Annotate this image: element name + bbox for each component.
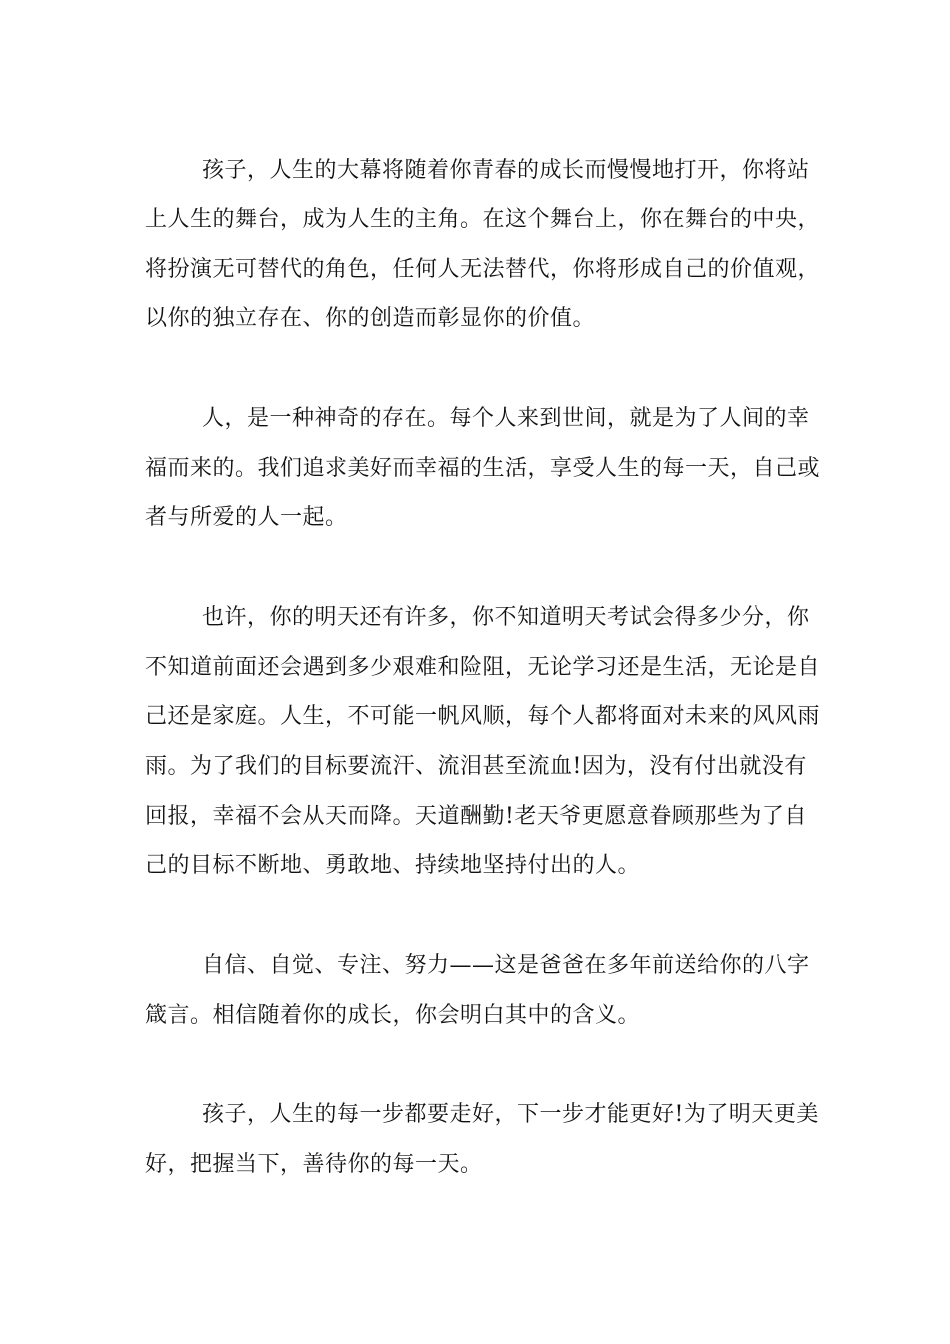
paragraph-line: 己的目标不断地、勇敢地、持续地坚持付出的人。 <box>145 853 641 878</box>
paragraph-line: 回报，幸福不会从天而降。天道酬勤!老天爷更愿意眷顾那些为了自 <box>145 804 807 829</box>
paragraph-line: 箴言。相信随着你的成长，你会明白其中的含义。 <box>145 1003 641 1028</box>
paragraph-line: 人，是一种神奇的存在。每个人来到世间，就是为了人间的幸 <box>202 406 810 431</box>
paragraph-line: 雨。为了我们的目标要流汗、流泪甚至流血!因为，没有付出就没有 <box>145 754 807 779</box>
paragraph-line: 上人生的舞台，成为人生的主角。在这个舞台上，你在舞台的中央， <box>145 207 821 232</box>
paragraph-line: 福而来的。我们追求美好而幸福的生活，享受人生的每一天，自己或 <box>145 456 821 481</box>
paragraph-line: 者与所爱的人一起。 <box>145 505 348 530</box>
paragraph-line: 将扮演无可替代的角色，任何人无法替代，你将形成自己的价值观， <box>145 257 821 282</box>
paragraph-line: 不知道前面还会遇到多少艰难和险阻，无论学习还是生活，无论是自 <box>145 655 821 680</box>
paragraph-line: 自信、自觉、专注、努力——这是爸爸在多年前送给你的八字 <box>202 953 810 978</box>
paragraph-line: 好，把握当下，善待你的每一天。 <box>145 1152 483 1177</box>
paragraph-line: 孩子，人生的大幕将随着你青春的成长而慢慢地打开，你将站 <box>202 158 810 183</box>
paragraph-line: 孩子，人生的每一步都要走好，下一步才能更好!为了明天更美 <box>202 1102 819 1127</box>
paragraph-line: 以你的独立存在、你的创造而彰显你的价值。 <box>145 306 596 331</box>
paragraph-line: 己还是家庭。人生，不可能一帆风顺，每个人都将面对未来的风风雨 <box>145 704 821 729</box>
paragraph-line: 也许，你的明天还有许多，你不知道明天考试会得多少分，你 <box>202 605 810 630</box>
